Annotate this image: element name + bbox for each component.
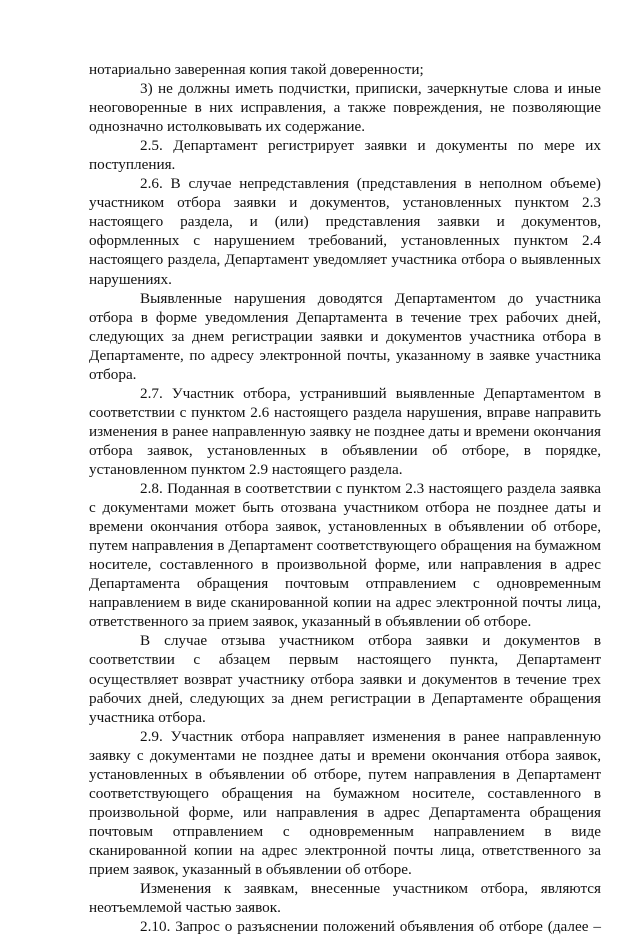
- paragraph-2-6-notice: Выявленные нарушения доводятся Департаментом до участника отбора в форме уведомления Департамента в течение трех рабочих дней, следующих за днем регистрации заявки и документов участника отбора в Департаменте, по адресу электронной почты, указанному в заявке участника отбора.: [89, 289, 601, 383]
- paragraph-2-9: 2.9. Участник отбора направляет изменения в ранее направленную заявку с документами не позднее даты и времени окончания отбора заявок, установленных в объявлении об отборе, путем направления в Департамент соответствующего обращения на бумажном носителе, составленного в произвольной форме, или направления в адрес Департамента обращения почтовым отправлением с одновременным направлением в виде сканированной копии на адрес электронной почты лица, ответственного за прием заявок, указанный в объявлении об отборе.: [89, 727, 601, 878]
- paragraph-continuation: нотариально заверенная копия такой доверенности;: [89, 61, 424, 78]
- paragraph-2-8-return: В случае отзыва участником отбора заявки и документов в соответствии с абзацем первым настоящего пункта, Департамент осуществляет возврат участнику отбора заявки и документов в течение трех рабочих дней, следующих за днем регистрации в Департаменте обращения участника отбора.: [89, 632, 601, 726]
- paragraph-2-6: 2.6. В случае непредставления (представления в неполном объеме) участником отбора заявки и документов, установленных пунктом 2.3 настоящего раздела, и (или) представления заявки и документов, оформленных с нарушением требований, установленных пунктом 2.4 настоящего раздела, Департамент уведомляет участника отбора о выявленных нарушениях.: [89, 175, 601, 288]
- paragraph-2-10: 2.10. Запрос о разъяснении положений объявления об отборе (далее –: [140, 918, 601, 936]
- paragraph-2-7: 2.7. Участник отбора, устранивший выявленные Департаментом в соответствии с пунктом 2.6 настоящего раздела нарушения, вправе направить изменения в ранее направленную заявку не позднее даты и времени окончания отбора заявок, установленных в объявлении об отборе, в порядке, установленном пунктом 2.9 настоящего раздела.: [89, 384, 601, 478]
- paragraph-2-8: 2.8. Поданная в соответствии с пунктом 2.3 настоящего раздела заявка с документами может быть отозвана участником отбора не позднее даты и времени окончания отбора заявок, установленных в объявлении об отборе, путем направления в Департамент соответствующего обращения на бумажном носителе, составленного в произвольной форме, или направления в адрес Департамента обращения почтовым отправлением с одновременным направлением в виде сканированной копии на адрес электронной почты лица, ответственного за прием заявок, указанный в объявлении об отборе.: [89, 480, 601, 631]
- document-body: [89, 60, 601, 936]
- paragraph-2-9-changes: Изменения к заявкам, внесенные участником отбора, являются неотъемлемой частью заявок.: [89, 880, 601, 917]
- paragraph-item-3: 3) не должны иметь подчистки, приписки, зачеркнутые слова и иные неоговоренные в них исправления, а также повреждения, не позволяющие однозначно истолковывать их содержание.: [89, 80, 601, 136]
- paragraph-2-5: 2.5. Департамент регистрирует заявки и документы по мере их поступления.: [89, 137, 601, 174]
